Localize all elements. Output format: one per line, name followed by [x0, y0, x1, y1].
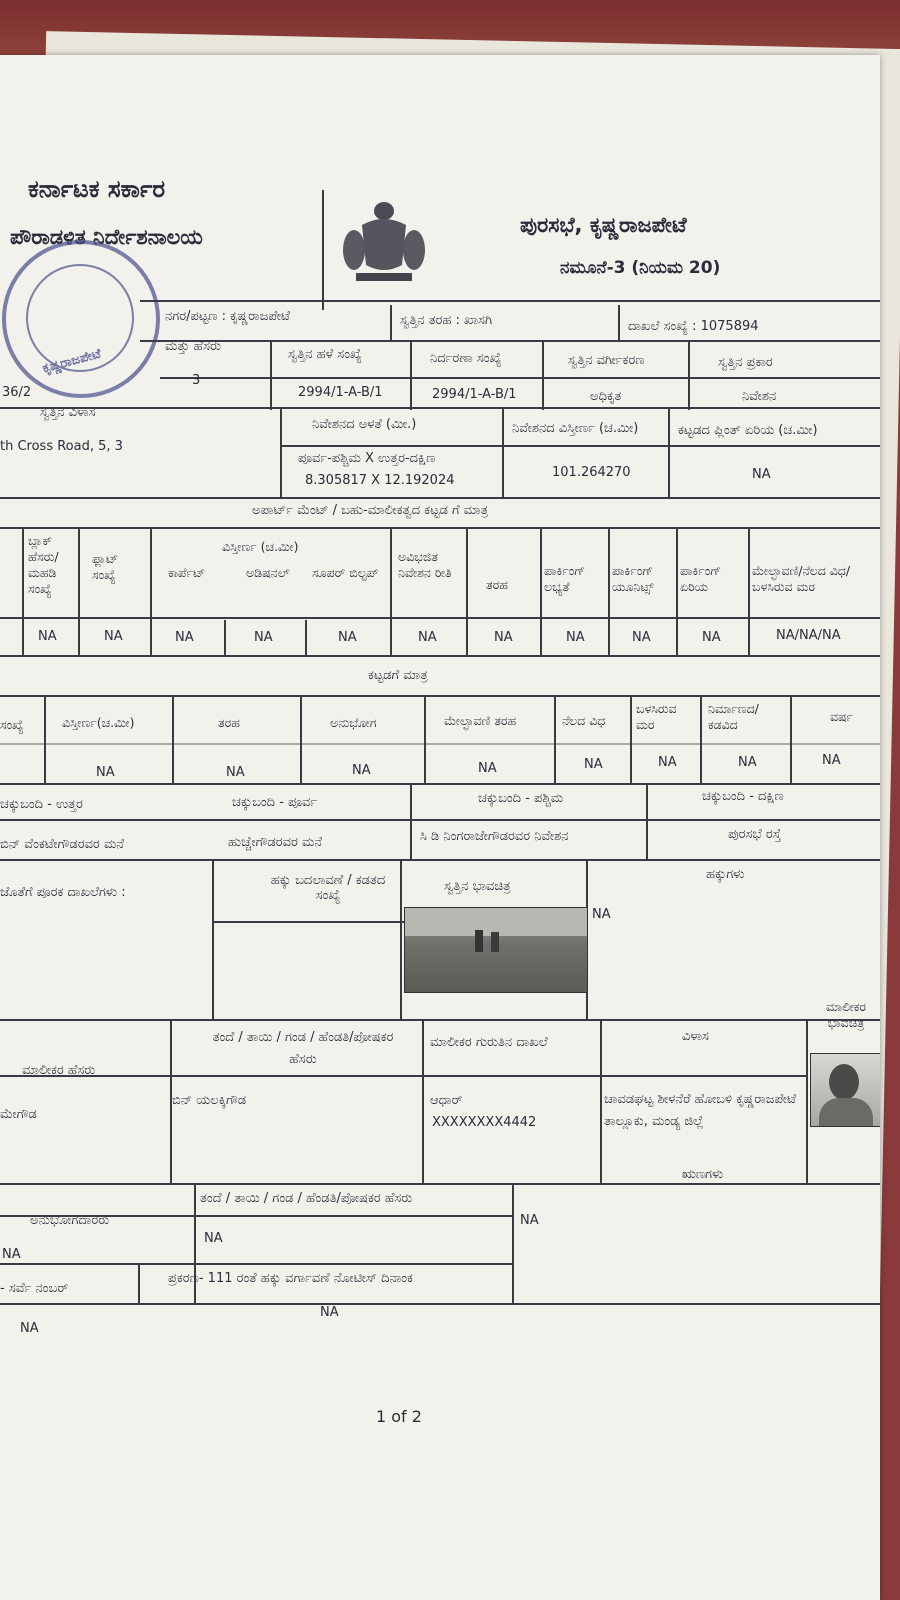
boundary-west-label: ಚಕ್ಕುಬಂದಿ - ಪಶ್ಚಿಮ [478, 791, 564, 806]
superbuiltup-header: ಸೂಪರ್ ಬಿಲ್ಟಪ್ [312, 565, 379, 580]
ward-prefix: 36/2 [2, 385, 32, 400]
property-document [0, 55, 880, 1600]
bldg-value: NA [658, 755, 677, 770]
plinth-area: NA [752, 467, 771, 482]
state-emblem [342, 195, 426, 285]
owner-address: ಚಾವಡಘಟ್ಟ ಶೀಳನೆರೆ ಹೋಬಳಿ ಕೃಷ್ಣರಾಜಪೇಟೆ ತಾಲ್ಲೂಕು, ಮಂಡ್ಯ ಜಿಲ್ಲೆ [604, 1092, 797, 1129]
site-size-label: ನಿವೇಶನದ ಅಳತೆ (ಮೀ.) [312, 417, 417, 432]
building-section-title: ಕಟ್ಟಡಗೆ ಮಾತ್ರ [368, 668, 428, 683]
bldg-value: NA [822, 753, 841, 768]
apt-value: NA [566, 630, 585, 645]
municipality-title: ಪುರಸಭೆ, ಕೃಷ್ಣರಾಜಪೇಟೆ [520, 213, 687, 237]
direction-label: ಪೂರ್ವ-ಪಶ್ಚಿಮ X ಉತ್ತರ-ದಕ್ಷಿಣ [298, 451, 436, 466]
bldg-year-header: ವರ್ಷ [830, 709, 854, 724]
govt-title: ಕರ್ನಾಟಕ ಸರ್ಕಾರ [28, 175, 166, 203]
rights-label: ಹಕ್ಕುಗಳು [706, 867, 745, 882]
boundary-west: ಸಿ ಡಿ ನಿಂಗರಾಜೇಗೌಡರವರ ನಿವೇಶನ [420, 829, 569, 844]
bldg-area-header: ವಿಸ್ತೀರ್ಣ(ಚ.ಮೀ) [62, 715, 135, 730]
rights-value: NA [592, 907, 611, 922]
apt-value: NA/NA/NA [776, 628, 841, 643]
entry-number: ದಾಖಲೆ ಸಂಖ್ಯೆ : 1075894 [628, 319, 759, 334]
area-header: ವಿಸ್ತೀರ್ಣ (ಚ.ಮೀ) [222, 539, 299, 554]
address-label: ಸ್ವತ್ತಿನ ವಿಳಾಸ [40, 405, 96, 420]
loans-value: NA [520, 1213, 539, 1228]
parking-availability-header: ಪಾರ್ಕಿಂಗ್ ಲಭ್ಯತೆ [544, 563, 586, 594]
apartment-type-header: ತರಹ [486, 577, 508, 592]
owner-photo-label: ಮಾಲೀಕರ ಭಾವಚಿತ್ರ [825, 999, 867, 1030]
undivided-header: ಅವಿಭಜಿತ ನಿವೇಶನ ರೀತಿ [398, 549, 452, 580]
occupant-relation-label: ತಂದೆ / ತಾಯಿ / ಗಂಡ / ಹೆಂಡತಿ/ಪೋಷಕರ ಹೆಸರು [200, 1191, 413, 1206]
parking-area-header: ಪಾರ್ಕಿಂಗ್ ಏರಿಯ [680, 563, 722, 594]
owner-address-label: ವಿಳಾಸ [682, 1029, 709, 1044]
transfer-notice-value: NA [320, 1305, 339, 1320]
owner-photo [810, 1053, 880, 1127]
occupant-label: ಅನುಭೋಗದಾರರು [30, 1213, 110, 1228]
bldg-roof-header: ಮೇಲ್ಛಾವಣಿ ತರಹ [444, 713, 517, 728]
property-photo-label: ಸ್ವತ್ತಿನ ಭಾವಚಿತ್ರ [444, 879, 511, 894]
boundary-east-label: ಚಕ್ಕುಬಂದಿ - ಪೂರ್ವ [232, 795, 318, 810]
property-type: ಸ್ವತ್ತಿನ ತರಹ : ಖಾಸಗಿ [400, 313, 493, 328]
occupant-value: NA [2, 1247, 21, 1262]
bldg-wood-header: ಬಳಸಿರುವ ಮರ [636, 701, 677, 732]
occupant-relation-value: NA [204, 1231, 223, 1246]
survey-number: NA [20, 1321, 39, 1336]
form-number: ನಮೂನೆ-3 (ನಿಯಮ 20) [560, 258, 721, 278]
apt-value: NA [175, 630, 194, 645]
old-number-label: ಸ್ವತ್ತಿನ ಹಳೆ ಸಂಖ್ಯೆ [288, 347, 362, 362]
apartment-section-title: ಅಪಾರ್ಟ್ ಮೆಂಟ್ / ಬಹು-ಮಾಲೀಕತ್ವದ ಕಟ್ಟಡ ಗೆ ಮಾತ್ರ [252, 503, 489, 518]
assessment-number-label: ನಿರ್ದರಣಾ ಸಂಖ್ಯೆ [430, 351, 502, 366]
owner-name-label: ಮಾಲೀಕರ ಹೆಸರು [22, 1063, 96, 1078]
owner-id-number: XXXXXXXX4442 [432, 1115, 537, 1130]
plinth-area-label: ಕಟ್ಟಡದ ಪ್ಲಿಂತ್ ಏರಿಯ (ಚ.ಮೀ) [678, 423, 818, 438]
supporting-docs-label: ಜೊತೆಗೆ ಪೂರಕ ದಾಖಲೆಗಳು : [0, 885, 126, 900]
ward-label: ಮತ್ತು ಹೆಸರು [165, 339, 222, 354]
site-size: 8.305817 X 12.192024 [305, 473, 455, 488]
site-area: 101.264270 [552, 465, 631, 480]
boundary-north-label: ಚಕ್ಕುಬಂದಿ - ಉತ್ತರ [0, 797, 83, 812]
boundary-east: ಹುಚ್ಚೇಗೌಡರವರ ಮನೆ [228, 835, 323, 850]
owner-relation: ಬಿನ್ ಯಲಕ್ಕಿಗೌಡ [172, 1093, 247, 1108]
owner-name: ಮೇಗೌಡ [0, 1107, 37, 1122]
flat-number-header: ಫ್ಲಾಟ್ ಸಂಖ್ಯೆ [92, 551, 119, 582]
apt-value: NA [338, 630, 357, 645]
city-label: ನಗರ/ಪಟ್ಟಣ : ಕೃಷ್ಣರಾಜಪೇಟೆ [165, 309, 291, 324]
property-photo [404, 907, 588, 993]
owner-id-label: ಮಾಲೀಕರ ಗುರುತಿನ ದಾಖಲೆ [430, 1035, 548, 1050]
transfer-file-label: ಹಕ್ಕು ಬದಲಾವಣೆ / ಕಡತದ ಸಂಖ್ಯೆ [270, 873, 386, 903]
classification-value: ಅಧಿಕೃತ [590, 389, 622, 404]
apt-value: NA [418, 630, 437, 645]
bldg-value: NA [352, 763, 371, 778]
classification-label: ಸ್ವತ್ತಿನ ವರ್ಗೀಕರಣ [568, 353, 645, 368]
parking-units-header: ಪಾರ್ಕಿಂಗ್ ಯೂನಿಟ್ಸ್ [612, 563, 654, 594]
bldg-value: NA [226, 765, 245, 780]
bldg-value: NA [478, 761, 497, 776]
transfer-notice-label: ಪ್ರಕರಣ- 111 ರಂತೆ ಹಕ್ಕು ವರ್ಗಾವಣೆ ನೋಟೀಸ್ ದಿನಾಂಕ [168, 1271, 413, 1286]
property-kind-label: ಸ್ವತ್ತಿನ ಪ್ರಕಾರ [718, 355, 773, 370]
bldg-floor-header: ನೆಲದ ವಿಧ [562, 713, 606, 728]
bldg-value: NA [96, 765, 115, 780]
boundary-north: ಬಿನ್ ವೆಂಕಟೇಗೌಡರವರ ಮನೆ [0, 837, 125, 852]
bldg-number-header: ಸಂಖ್ಯೆ [0, 717, 24, 732]
apt-value: NA [38, 629, 57, 644]
apt-value: NA [104, 629, 123, 644]
carpet-header: ಕಾರ್ಪೆಟ್ [168, 565, 206, 580]
block-name-header: ಬ್ಲಾಕ್ ಹೆಸರು/ ಮಹಡಿ ಸಂಖ್ಯೆ [28, 533, 59, 596]
assessment-number: 2994/1-A-B/1 [432, 387, 517, 402]
additional-header: ಅಡಿಷನಲ್ [246, 565, 290, 580]
dept-title: ಪೌರಾಡಳಿತ ನಿರ್ದೇಶನಾಲಯ [10, 225, 203, 249]
roof-floor-wood-header: ಮೇಲ್ಛಾವಣಿ/ನೆಲದ ವಿಧ/ಬಳಸಿರುವ ಮರ [752, 563, 851, 594]
apt-value: NA [702, 630, 721, 645]
ward-value: 3 [192, 373, 201, 388]
property-address: th Cross Road, 5, 3 [0, 439, 123, 454]
bldg-use-header: ಅನುಭೋಗ [330, 715, 377, 730]
property-kind-value: ನಿವೇಶನ [742, 389, 777, 404]
survey-number-label: - ಸರ್ವೆ ನಂಬರ್ [0, 1281, 69, 1296]
apt-value: NA [494, 630, 513, 645]
apt-value: NA [254, 630, 273, 645]
boundary-south-label: ಚಕ್ಕುಬಂದಿ - ದಕ್ಷಿಣ [702, 789, 784, 804]
office-seal: ಕೃಷ್ಣರಾಜಪೇಟೆ [2, 240, 160, 398]
page-number: 1 of 2 [376, 1407, 422, 1426]
bldg-built-header: ನಿರ್ಮಾಣದ/ ಕಡವಿದ [708, 701, 759, 732]
owner-relation-label: ತಂದೆ / ತಾಯಿ / ಗಂಡ / ಹೆಂಡತಿ/ಪೋಷಕರ ಹೆಸರು [212, 1030, 394, 1067]
bldg-value: NA [584, 757, 603, 772]
apt-value: NA [632, 630, 651, 645]
old-number: 2994/1-A-B/1 [298, 385, 383, 400]
owner-id-type: ಆಧಾರ್ [430, 1093, 463, 1108]
loans-label: ಋಣಗಳು [682, 1167, 724, 1182]
boundary-south: ಪುರಸಭೆ ರಸ್ತೆ [728, 827, 782, 842]
bldg-type-header: ತರಹ [218, 715, 240, 730]
bldg-value: NA [738, 755, 757, 770]
site-area-label: ನಿವೇಶನದ ವಿಸ್ತೀರ್ಣ (ಚ.ಮೀ) [512, 421, 639, 436]
